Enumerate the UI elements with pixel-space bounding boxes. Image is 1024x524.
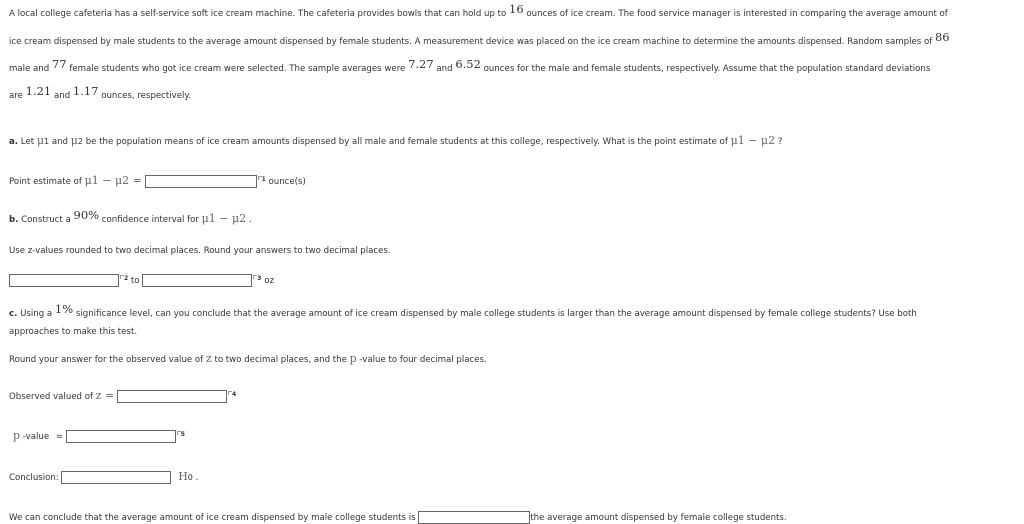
h0-subscript: 0 (187, 473, 193, 482)
mu-symbol: μ (36, 134, 44, 147)
point-estimate-row (9, 175, 306, 188)
conclusion-label: Conclusion: (9, 473, 59, 483)
mu-difference: μ1 − μ2 = (84, 174, 142, 187)
observed-z-label: Observed valued of (9, 392, 96, 402)
part-b-question (9, 208, 252, 226)
intro-line-2 (9, 30, 950, 48)
point-estimate-label: Point estimate of (9, 177, 85, 187)
z-equals: z = (95, 389, 115, 402)
question-text: Let (18, 137, 37, 147)
confidence-interval-row (9, 274, 274, 287)
unit-label: ounce(s) (265, 177, 306, 187)
intro-text: ounces for the male and female students, respectively. Assume that the population standard deviations (480, 64, 931, 74)
intro-text: ounces of ice cream. The food service manager is interested in comparing the average amount of (523, 9, 948, 19)
sd-male: 1.21 (25, 84, 52, 98)
footnote-3: 3 (257, 275, 262, 282)
p-value-row (9, 430, 185, 443)
footnote-1: 1 (261, 176, 266, 183)
bowl-capacity: 16 (509, 2, 524, 16)
observed-z-row (9, 390, 236, 403)
confidence-level: 90% (73, 208, 100, 222)
intro-text: and (51, 91, 73, 101)
mean-male: 7.27 (408, 57, 434, 71)
sd-female: 1.17 (72, 84, 99, 98)
ci-upper-input[interactable] (142, 274, 252, 287)
mean-female: 6.52 (455, 57, 481, 71)
intro-text: A local college cafeteria has a self-service soft ice cream machine. The cafeteria provides bowls that can hold up to (9, 9, 510, 19)
intro-line-3 (9, 57, 931, 75)
p-value-label: -value (20, 432, 50, 442)
final-text-b: the average amount dispensed by female college students. (530, 513, 787, 523)
intro-text: and (433, 64, 456, 74)
intro-text: male and (9, 64, 52, 74)
footnote-5: 5 (180, 431, 185, 438)
footnote-2: 2 (124, 275, 129, 282)
intro-text: ice cream dispensed by male students to the average amount dispensed by female students. A measurement device was placed on the ice cream machine to determine the amounts dispensed. Random samples of (9, 37, 935, 47)
instruction-text: to two decimal places, and the (211, 355, 350, 365)
subscript: 1 (44, 137, 50, 146)
z-symbol: z (205, 352, 212, 365)
p-symbol: p (13, 429, 21, 442)
conclusion-row (9, 471, 198, 484)
ci-lower-input[interactable] (9, 274, 119, 287)
question-text: . (246, 215, 252, 225)
mu-difference: μ1 − μ2 (730, 134, 776, 147)
final-text-a: We can conclude that the average amount of ice cream dispensed by male college students is (9, 513, 416, 523)
conclusion-input[interactable] (61, 471, 171, 484)
p-equals: = (55, 432, 64, 442)
final-statement-row (9, 511, 787, 524)
h0-period: . (192, 473, 199, 483)
observed-z-input[interactable] (117, 390, 227, 403)
mu-difference: μ1 − μ2 (201, 212, 247, 225)
corner-marker (258, 176, 262, 180)
subscript: 2 (77, 137, 83, 146)
part-c-round-instructions (9, 353, 487, 366)
unit-label: oz (261, 276, 274, 286)
p-value-input[interactable] (66, 430, 176, 443)
n-male: 86 (934, 30, 950, 44)
significance-level: 1% (54, 302, 74, 316)
intro-line-4 (9, 84, 192, 102)
question-text: confidence interval for (99, 215, 202, 225)
question-text: Using a (17, 309, 55, 319)
instruction-text: -value to four decimal places. (356, 355, 487, 365)
n-female: 77 (51, 57, 67, 71)
intro-line-1 (9, 2, 948, 20)
part-b-label: b. (9, 215, 19, 225)
intro-text: ounces, respectively. (98, 91, 192, 101)
part-b-instructions: Use z-values rounded to two decimal places. Round your answers to two decimal places. (9, 246, 391, 256)
question-text: significance level, can you conclude that the average amount of ice cream dispensed by male college students is larger than the average amount dispensed by female college students? Use both (73, 309, 917, 319)
to-label: to (128, 276, 140, 286)
intro-text: are (9, 91, 26, 101)
question-text: and (49, 137, 71, 147)
intro-text: female students who got ice cream were selected. The sample averages were (66, 64, 409, 74)
part-c-label: c. (9, 309, 18, 319)
p-symbol: p (349, 352, 357, 365)
comparison-input[interactable] (418, 511, 530, 524)
h0-symbol: H (178, 470, 188, 483)
footnote-4: 4 (232, 391, 237, 398)
part-a-question (9, 135, 782, 148)
question-text: Construct a (18, 215, 74, 225)
instruction-text: Round your answer for the observed value of (9, 355, 206, 365)
point-estimate-input[interactable] (145, 175, 257, 188)
part-a-label: a. (9, 137, 19, 147)
question-text: be the population means of ice cream amounts dispensed by all male and female students at this college, respectively. What is the point estimate of (82, 137, 731, 147)
part-c-question (9, 302, 917, 320)
part-c-question-cont: approaches to make this test. (9, 327, 138, 337)
mu-symbol: μ (70, 134, 78, 147)
question-text: ? (775, 137, 783, 147)
